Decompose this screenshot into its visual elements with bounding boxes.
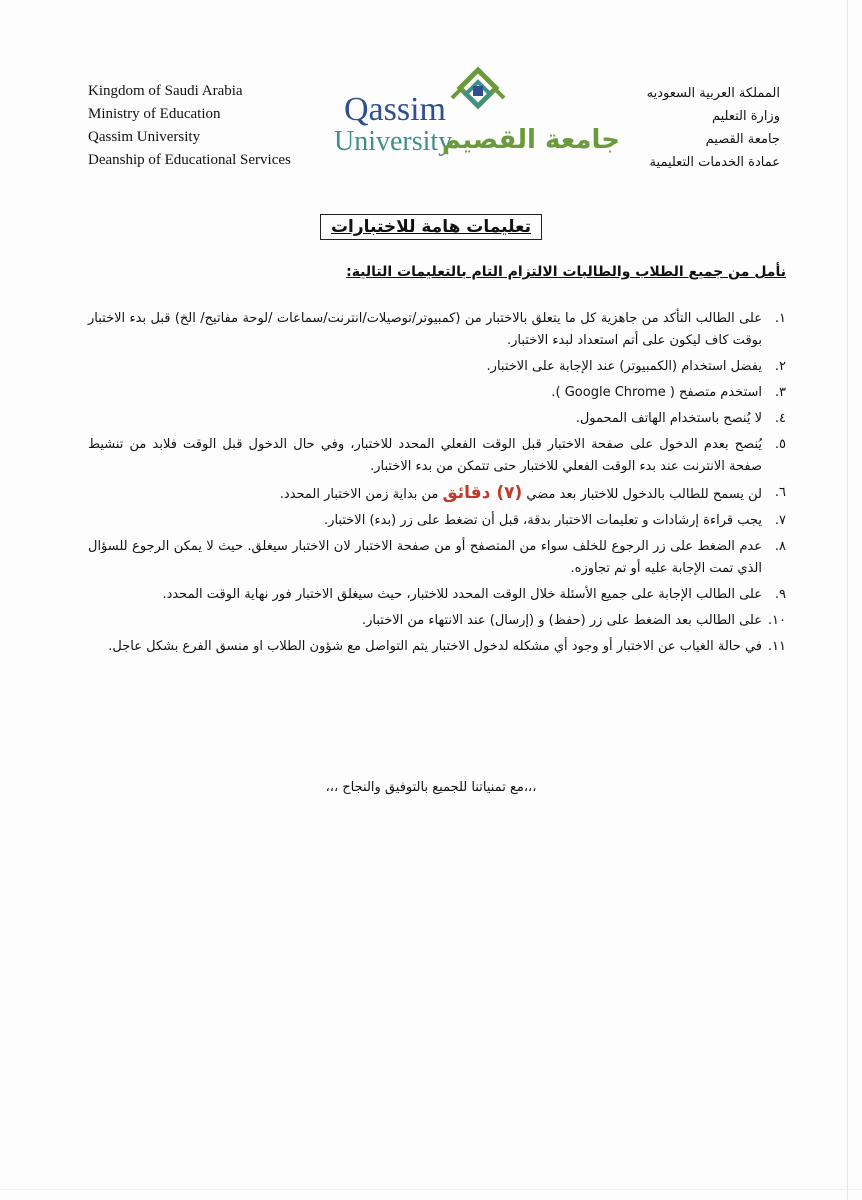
header-en-line: Kingdom of Saudi Arabia bbox=[88, 83, 243, 99]
item-number: ٧. bbox=[774, 513, 786, 528]
list-item bbox=[88, 482, 786, 506]
list-item bbox=[88, 610, 786, 632]
list-item bbox=[88, 510, 786, 532]
item-number: ٥. bbox=[774, 437, 786, 452]
item-number: ٩. bbox=[774, 587, 786, 602]
item-text: استخدم متصفح ( Google Chrome ). bbox=[551, 385, 762, 400]
header-ar-line: عمادة الخدمات التعليمية bbox=[649, 155, 780, 170]
logo-emblem-icon bbox=[452, 70, 504, 106]
list-item bbox=[88, 584, 786, 606]
item-text-after: من بداية زمن الاختبار المحدد. bbox=[279, 487, 439, 502]
item-number: ١. bbox=[774, 311, 786, 326]
logo-text-university: University bbox=[334, 126, 453, 157]
header-en-line: Qassim University bbox=[88, 129, 201, 145]
list-item bbox=[88, 536, 786, 580]
header-ar-line: جامعة القصيم bbox=[705, 132, 780, 147]
header-english bbox=[88, 80, 291, 172]
item-text: في حالة الغياب عن الاختبار أو وجود أي مشكله لدخول الاختبار يتم التواصل مع شؤون الطلاب او منسق الفرع بشكل عاجل. bbox=[108, 639, 762, 654]
item-text: على الطالب الإجابة على جميع الأسئلة خلال الوقت المحدد للاختبار، حيث سيغلق الاختبار فور نهاية الوقت المحدد. bbox=[162, 587, 762, 602]
item-number: ٤. bbox=[774, 411, 786, 426]
logo-text-qassim: Qassim bbox=[344, 91, 446, 128]
item-number: ٢. bbox=[774, 359, 786, 374]
item-number: ١٠. bbox=[767, 613, 786, 628]
item-number: ٦. bbox=[774, 485, 786, 500]
intro-line: نأمل من جميع الطلاب والطالبات الالتزام التام بالتعليمات التالية: bbox=[346, 264, 786, 280]
header-ar-line: وزارة التعليم bbox=[711, 109, 780, 124]
list-item bbox=[88, 408, 786, 430]
document-title: تعليمات هامة للاختبارات bbox=[320, 214, 542, 240]
list-item bbox=[88, 308, 786, 352]
item-text bbox=[88, 482, 762, 506]
item-text: عدم الضغط على زر الرجوع للخلف سواء من المتصفح أو من صفحة الاختبار لان الاختبار سيغلق. حيث لا يمكن الرجوع للسؤال الذي تمت الإجابة عليه أو تم تجاوزه. bbox=[88, 539, 762, 576]
item-text: يجب قراءة إرشادات و تعليمات الاختبار بدقة، قبل أن تضغط على زر (بدء) الاختبار. bbox=[324, 513, 762, 528]
title-wrapper bbox=[0, 214, 862, 240]
item-number: ٣. bbox=[774, 385, 786, 400]
list-item bbox=[88, 434, 786, 478]
item-text: يُنصح بعدم الدخول على صفحة الاختبار قبل الوقت الفعلي المحدد للاختبار، وفي حال الدخول قبل الوقت فلابد من تنشيط صفحة الانترنت عند بدء الوقت الفعلي للاختبار حتى تتمكن من بدء الاختبار. bbox=[88, 437, 762, 474]
item-number: ٨. bbox=[774, 539, 786, 554]
header-en-line: Deanship of Educational Services bbox=[88, 152, 291, 168]
emphasis-duration: (٧) دقائق bbox=[442, 483, 523, 503]
header-ar-line: المملكة العربية السعوديه bbox=[646, 86, 780, 101]
item-text: يفضل استخدام (الكمبيوتر) عند الإجابة على الاختبار. bbox=[486, 359, 762, 374]
header-arabic bbox=[647, 82, 780, 174]
list-item bbox=[88, 356, 786, 378]
logo-text-arabic: جامعة القصيم bbox=[441, 125, 620, 155]
instructions-list bbox=[88, 308, 786, 662]
item-text: لا يُنصح باستخدام الهاتف المحمول. bbox=[575, 411, 762, 426]
page-edge bbox=[0, 1189, 862, 1190]
list-item bbox=[88, 382, 786, 404]
closing-line: ،،،مع تمنياتنا للجميع بالتوفيق والنجاح ،،، bbox=[325, 780, 537, 795]
university-logo bbox=[330, 62, 630, 172]
list-item bbox=[88, 636, 786, 658]
header-en-line: Ministry of Education bbox=[88, 106, 221, 122]
item-text: على الطالب التأكد من جاهزية كل ما يتعلق بالاختبار من (كمبيوتر/توصيلات/انترنت/سماعات /لوحة مفاتيح/ الخ) قبل بدء الاختبار بوقت كاف ليكون على أتم استعداد لبدء الاختبار. bbox=[88, 311, 762, 348]
item-text: على الطالب بعد الضغط على زر (حفظ) و (إرسال) عند الانتهاء من الاختبار. bbox=[361, 613, 762, 628]
item-text-before: لن يسمح للطالب بالدخول للاختبار بعد مضي bbox=[526, 487, 762, 502]
item-number: ١١. bbox=[767, 639, 786, 654]
page-edge bbox=[847, 0, 848, 1200]
